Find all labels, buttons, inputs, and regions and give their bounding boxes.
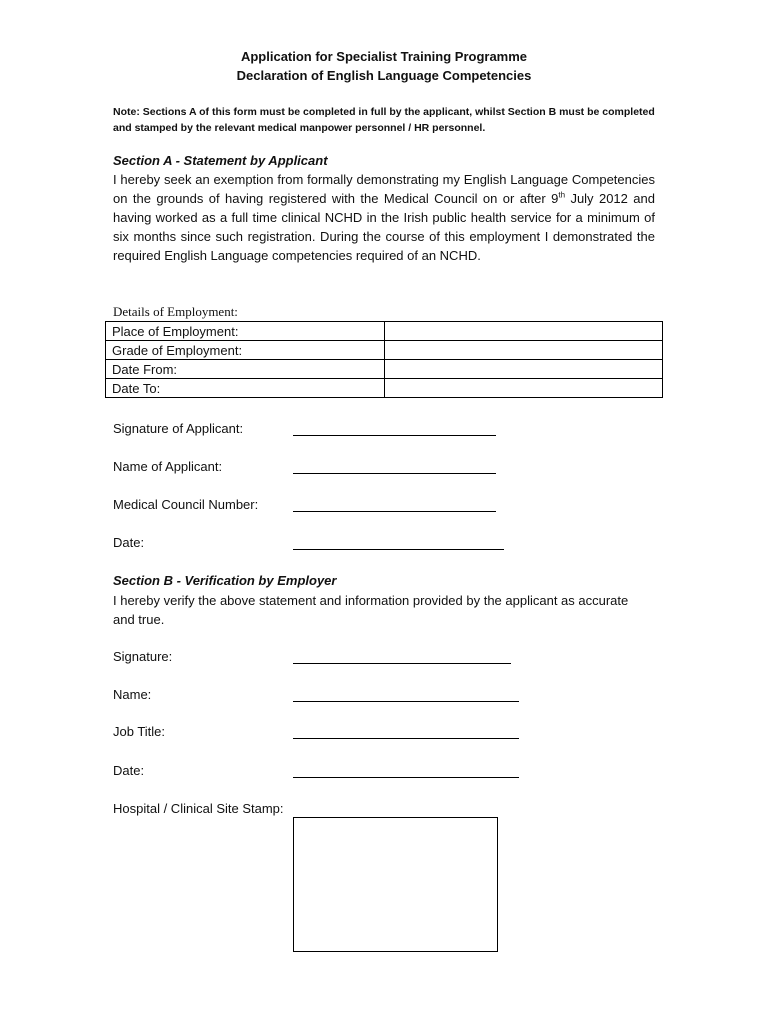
employer-signature-label: Signature: bbox=[113, 649, 173, 664]
table-row bbox=[106, 341, 663, 360]
employment-details-label: Details of Employment: bbox=[113, 304, 238, 319]
employer-date-line[interactable] bbox=[293, 777, 519, 778]
statement-superscript: th bbox=[558, 190, 566, 200]
statement-part-2: July 2012 and having worked as a full time clinical NCHD in the Irish public health service for a minimum of six months since such registration. During the course of this employment I demonstrated the required English Language competencies required of an NCHD. bbox=[113, 191, 655, 263]
employer-name-line[interactable] bbox=[293, 701, 519, 702]
section-a-statement bbox=[113, 170, 655, 265]
form-note: Note: Sections A of this form must be completed in full by the applicant, whilst Section B must be completed and stamped by the relevant medical manpower personnel / HR personnel. bbox=[113, 106, 655, 134]
date-from-field[interactable] bbox=[385, 360, 663, 379]
employment-table bbox=[105, 321, 663, 398]
section-b-heading: Section B - Verification by Employer bbox=[113, 573, 337, 588]
section-a-heading: Section A - Statement by Applicant bbox=[113, 153, 328, 168]
table-row bbox=[106, 360, 663, 379]
applicant-date-line[interactable] bbox=[293, 549, 504, 550]
table-row bbox=[106, 379, 663, 398]
place-of-employment-label: Place of Employment: bbox=[106, 322, 385, 341]
job-title-line[interactable] bbox=[293, 738, 519, 739]
date-to-label: Date To: bbox=[106, 379, 385, 398]
section-b-statement: I hereby verify the above statement and information provided by the applicant as accurate and true. bbox=[113, 593, 629, 627]
table-row bbox=[106, 322, 663, 341]
grade-of-employment-label: Grade of Employment: bbox=[106, 341, 385, 360]
applicant-name-label: Name of Applicant: bbox=[113, 459, 223, 474]
applicant-signature-line[interactable] bbox=[293, 435, 496, 436]
form-title: Application for Specialist Training Programme bbox=[240, 49, 528, 64]
grade-of-employment-field[interactable] bbox=[385, 341, 663, 360]
medical-council-number-line[interactable] bbox=[293, 511, 496, 512]
stamp-box[interactable] bbox=[293, 817, 498, 952]
place-of-employment-field[interactable] bbox=[385, 322, 663, 341]
medical-council-number-label: Medical Council Number: bbox=[113, 497, 259, 512]
applicant-date-label: Date: bbox=[113, 535, 145, 550]
job-title-label: Job Title: bbox=[113, 724, 166, 739]
employer-signature-line[interactable] bbox=[293, 663, 511, 664]
employer-name-label: Name: bbox=[113, 687, 152, 702]
date-to-field[interactable] bbox=[385, 379, 663, 398]
statement-part-1: I hereby seek an exemption from formally demonstrating my English Language Competencies on the grounds of having registered with the Medical Council on or after 9 bbox=[113, 172, 655, 206]
date-from-label: Date From: bbox=[106, 360, 385, 379]
applicant-name-line[interactable] bbox=[293, 473, 496, 474]
employer-date-label: Date: bbox=[113, 763, 145, 778]
stamp-label: Hospital / Clinical Site Stamp: bbox=[113, 801, 284, 816]
form-subtitle: Declaration of English Language Competencies bbox=[236, 68, 532, 83]
applicant-signature-label: Signature of Applicant: bbox=[113, 421, 244, 436]
